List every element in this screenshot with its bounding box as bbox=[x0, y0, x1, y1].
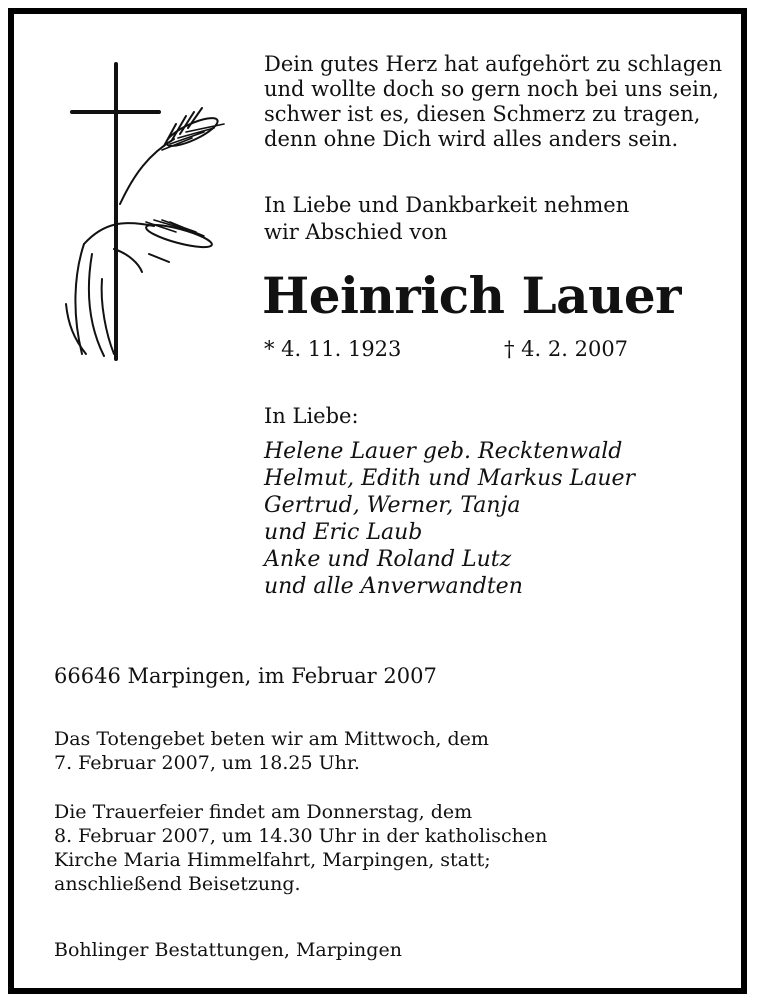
poem-line: schwer ist es, diesen Schmerz zu tragen, bbox=[264, 102, 701, 126]
mourner-item: Helmut, Edith und Markus Lauer bbox=[264, 466, 636, 491]
death-date: † 4. 2. 2007 bbox=[504, 337, 629, 361]
prayer-notice bbox=[54, 727, 489, 775]
undertaker: Bohlinger Bestattungen, Marpingen bbox=[54, 939, 402, 961]
mourners-label: In Liebe: bbox=[264, 404, 359, 428]
deceased-name: Heinrich Lauer bbox=[262, 266, 682, 325]
farewell-intro bbox=[264, 192, 629, 246]
intro-line: In Liebe und Dankbarkeit nehmen bbox=[264, 193, 630, 217]
ceremony-notice bbox=[54, 800, 547, 896]
mourner-item: Anke und Roland Lutz bbox=[264, 547, 512, 572]
prayer-line: 7. Februar 2007, um 18.25 Uhr. bbox=[54, 752, 360, 774]
prayer-line: Das Totengebet beten wir am Mittwoch, dem bbox=[54, 728, 489, 750]
ceremony-line: 8. Februar 2007, um 14.30 Uhr in der katholischen bbox=[54, 825, 548, 847]
ceremony-line: Die Trauerfeier findet am Donnerstag, dem bbox=[54, 801, 473, 823]
ceremony-line: anschließend Beisetzung. bbox=[54, 873, 301, 895]
obituary-frame bbox=[8, 8, 747, 994]
mourners-list bbox=[264, 438, 635, 600]
poem-line: Dein gutes Herz hat aufgehört zu schlagen bbox=[264, 52, 723, 76]
poem bbox=[264, 52, 722, 152]
mourner-item: Gertrud, Werner, Tanja bbox=[264, 493, 521, 518]
poem-line: denn ohne Dich wird alles anders sein. bbox=[264, 127, 679, 151]
cross-with-wheat-icon bbox=[54, 54, 234, 369]
place-date: 66646 Marpingen, im Februar 2007 bbox=[54, 664, 437, 688]
poem-line: und wollte doch so gern noch bei uns sein, bbox=[264, 77, 720, 101]
intro-line: wir Abschied von bbox=[264, 220, 448, 244]
birth-date: * 4. 11. 1923 bbox=[264, 337, 402, 361]
mourner-item: und Eric Laub bbox=[264, 520, 423, 545]
mourner-item: Helene Lauer geb. Recktenwald bbox=[264, 439, 623, 464]
mourner-item: und alle Anverwandten bbox=[264, 574, 523, 599]
ceremony-line: Kirche Maria Himmelfahrt, Marpingen, statt; bbox=[54, 849, 491, 871]
